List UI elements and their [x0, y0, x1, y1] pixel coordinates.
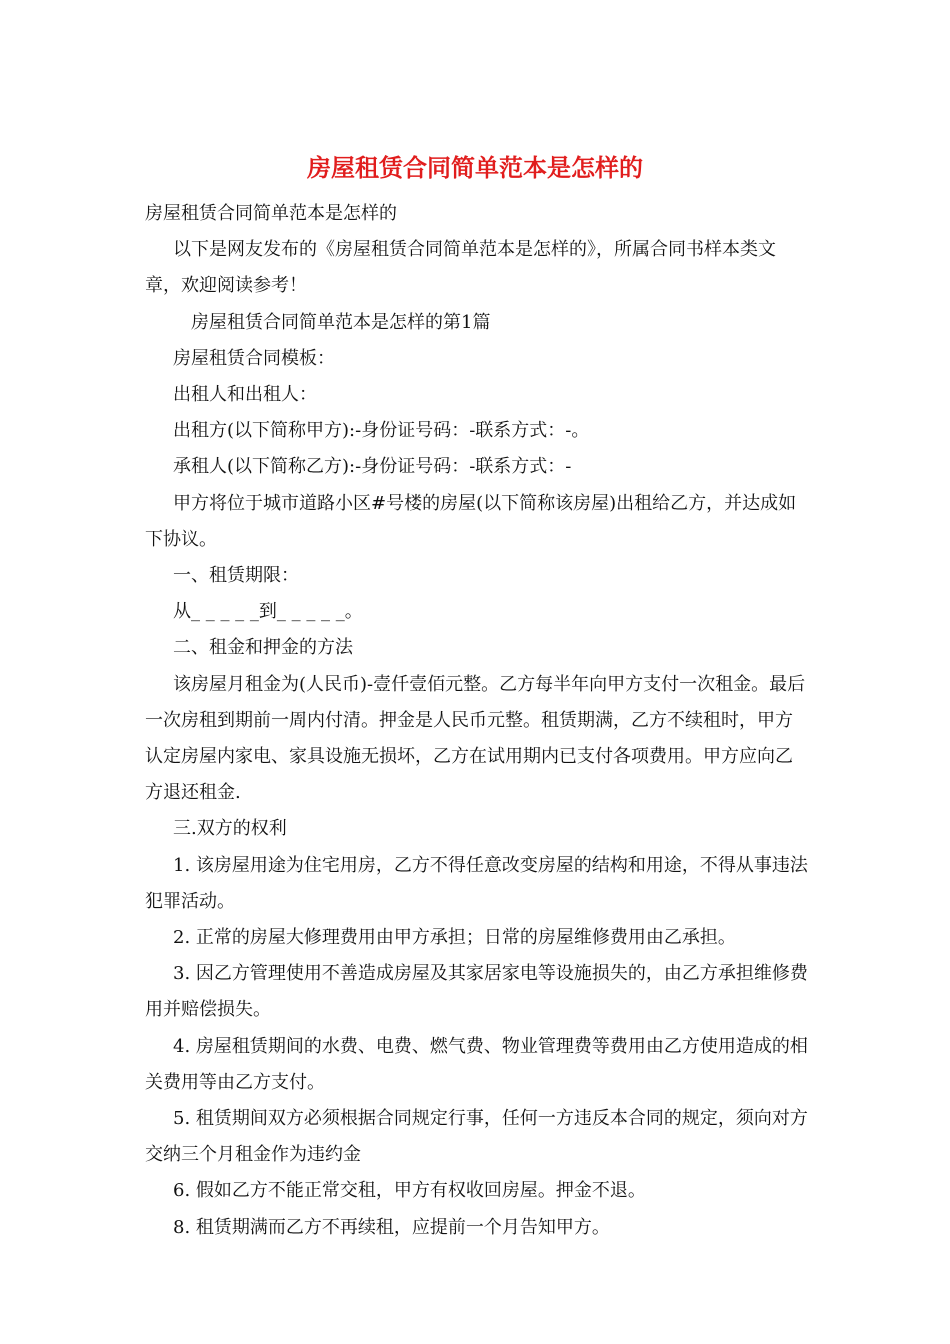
paragraph-15: 2. 正常的房屋大修理费用由甲方承担；日常的房屋维修费用由乙承担。: [173, 927, 736, 949]
paragraph-13: 三.双方的权利: [173, 818, 287, 840]
paragraph-2: 以下是网友发布的《房屋租赁合同简单范本是怎样的》，所属合同书样本类文章，欢迎阅读参考！: [145, 239, 776, 297]
paragraph-20: 8. 租赁期满而乙方不再续租，应提前一个月告知甲方。: [173, 1216, 610, 1238]
paragraph-17: 4. 房屋租赁期间的水费、电费、燃气费、物业管理费等费用由乙方使用造成的相关费用等由乙方支付。: [145, 1035, 808, 1093]
paragraph-1: 房屋租赁合同简单范本是怎样的: [145, 203, 397, 224]
paragraph-19: 6. 假如乙方不能正常交租，甲方有权收回房屋。押金不退。: [173, 1180, 646, 1202]
paragraph-4: 房屋租赁合同模板：: [173, 347, 335, 369]
document-title: 房屋租赁合同简单范本是怎样的: [307, 153, 643, 182]
paragraph-16: 3. 因乙方管理使用不善造成房屋及其家居家电等设施损失的，由乙方承担维修费用并赔偿损失。: [145, 963, 808, 1021]
paragraph-14: 1. 该房屋用途为住宅用房，乙方不得任意改变房屋的结构和用途，不得从事违法犯罪活动。: [145, 854, 808, 912]
document-body: [145, 196, 810, 1246]
paragraph-11: 二、租金和押金的方法: [173, 637, 353, 659]
paragraph-6: 出租方(以下简称甲方):-身份证号码：-联系方式：-。: [173, 420, 590, 442]
paragraph-7: 承租人(以下简称乙方):-身份证号码：-联系方式：-: [173, 456, 572, 478]
paragraph-18: 5. 租赁期间双方必须根据合同规定行事，任何一方违反本合同的规定，须向对方交纳三个月租金作为违约金: [145, 1108, 808, 1166]
paragraph-5: 出租人和出租人：: [173, 384, 317, 406]
paragraph-12: 该房屋月租金为(人民币)-壹仟壹佰元整。乙方每半年向甲方支付一次租金。最后一次房租到期前一周内付清。押金是人民币元整。租赁期满，乙方不续租时，甲方认定房屋内家电、家具设施无损坏，乙方在试用期内已支付各项费用。甲方应向乙方退还租金.: [145, 673, 806, 804]
paragraph-3: 房屋租赁合同简单范本是怎样的第1篇: [191, 311, 491, 333]
paragraph-10: 从_ _ _ _ _到_ _ _ _ _。: [173, 601, 363, 623]
paragraph-9: 一、租赁期限：: [173, 565, 299, 587]
paragraph-8: 甲方将位于城市道路小区#号楼的房屋(以下简称该房屋)出租给乙方，并达成如下协议。: [145, 492, 797, 550]
